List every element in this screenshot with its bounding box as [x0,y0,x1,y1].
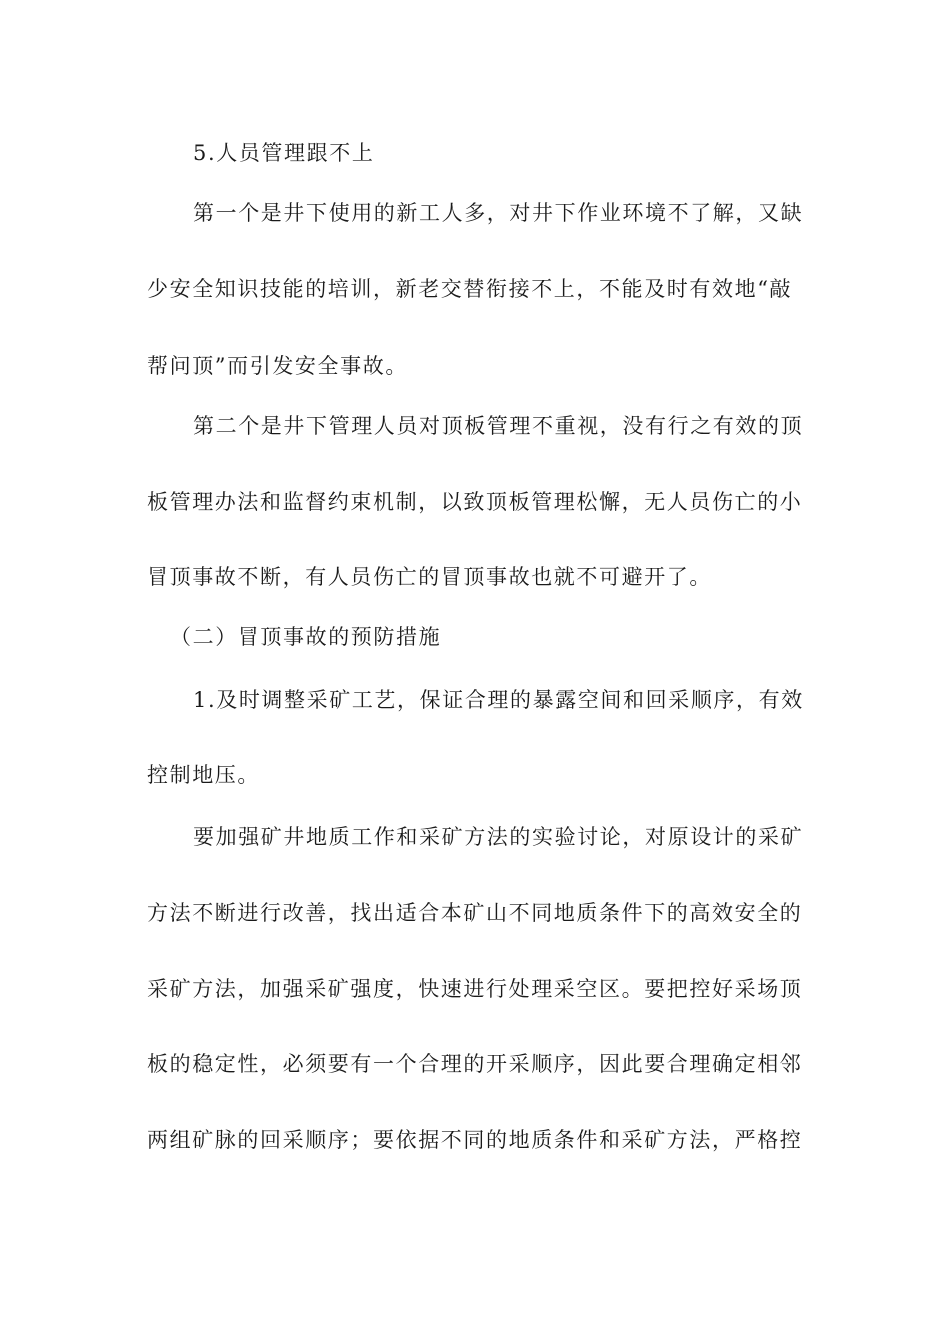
paragraph-1-line-2: 少安全知识技能的培训，新老交替衔接不上，不能及时有效地“敲 [147,277,793,301]
paragraph-1-line-3: 帮问顶”而引发安全事故。 [147,354,408,378]
paragraph-2-line-1: 第二个是井下管理人员对顶板管理不重视，没有行之有效的顶 [193,414,804,438]
paragraph-2-line-3: 冒顶事故不断，有人员伤亡的冒顶事故也就不可避开了。 [147,565,712,589]
item-1-line-2: 控制地压。 [147,763,260,787]
paragraph-3-line-2: 方法不断进行改善，找出适合本矿山不同地质条件下的高效安全的 [147,901,803,925]
paragraph-3-line-3: 采矿方法，加强采矿强度，快速进行处理采空区。要把控好采场顶 [147,977,803,1001]
paragraph-3-line-5: 两组矿脉的回采顺序；要依据不同的地质条件和采矿方法，严格控 [147,1128,803,1152]
item-1-line-1: 1.及时调整采矿工艺，保证合理的暴露空间和回采顺序，有效 [193,688,804,712]
paragraph-1-line-1: 第一个是井下使用的新工人多，对井下作业环境不了解，又缺 [193,201,804,225]
paragraph-2-line-2: 板管理办法和监督约束机制，以致顶板管理松懈，无人员伤亡的小 [147,490,803,514]
paragraph-3-line-1: 要加强矿井地质工作和采矿方法的实验讨论，对原设计的采矿 [193,825,804,849]
paragraph-3-line-4: 板的稳定性，必须要有一个合理的开采顺序，因此要合理确定相邻 [147,1052,803,1076]
subsection-heading: （二）冒顶事故的预防措施 [170,625,442,649]
section-heading: 5.人员管理跟不上 [193,141,375,165]
